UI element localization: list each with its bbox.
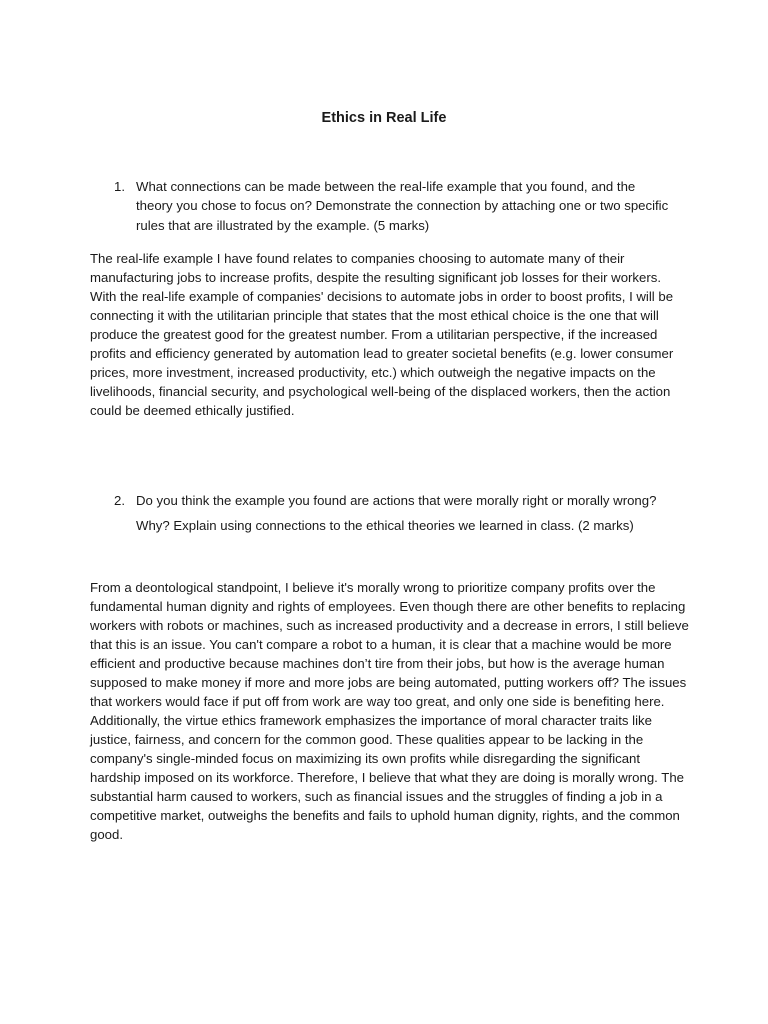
question-1 bbox=[114, 177, 674, 235]
document-title: Ethics in Real Life bbox=[321, 110, 447, 126]
question-2 bbox=[114, 488, 674, 538]
answer-1-paragraph: The real-life example I have found relates to companies choosing to automate many of their manufacturing jobs to increase profits, despite the resulting significant job losses for their workers. With the real-life example of companies' decisions to automate jobs in order to boost profits, I will be connecting it with the utilitarian principle that states that the most ethical choice is the one that will produce the greatest good for the greatest number. From a utilitarian perspective, if the increased profits and efficiency generated by automation lead to greater societal benefits (e.g. lower consumer prices, more investment, increased productivity, etc.) which outweigh the negative impacts on the livelihoods, financial security, and psychological well-being of the displaced workers, then the action could be deemed ethically justified. bbox=[90, 251, 674, 418]
question-2-text: Do you think the example you found are actions that were morally right or morally wrong? Why? Explain using connections to the ethical theories we learned in class. (2 marks) bbox=[136, 493, 657, 533]
question-1-text: What connections can be made between the real-life example that you found, and the theory you chose to focus on? Demonstrate the connection by attaching one or two specific rules that are illustrated by the example. (5 marks) bbox=[136, 179, 669, 233]
question-1-number: 1. bbox=[114, 179, 125, 194]
question-2-number: 2. bbox=[114, 493, 125, 508]
answer-2-paragraph: From a deontological standpoint, I believe it's morally wrong to prioritize company profits over the fundamental human dignity and rights of employees. Even though there are other benefits to replacing workers with robots or machines, such as increased productivity and a decrease in errors, I still believe that this is an issue. You can't compare a robot to a human, it is clear that a machine would be more efficient and productive because machines don’t tire from their jobs, but how is the average human supposed to make money if more and more jobs are being automated, putting workers off? The issues that workers would face if put off from work are way too great, and only one side is benefiting here. Additionally, the virtue ethics framework emphasizes the importance of moral character traits like justice, fairness, and concern for the common good. These qualities appear to be lacking in the company's single-minded focus on maximizing its own profits while disregarding the significant hardship imposed on its workforce. Therefore, I believe that what they are doing is morally wrong. The substantial harm caused to workers, such as financial issues and the struggles of finding a job in a competitive market, outweighs the benefits and fails to uphold human dignity, rights, and the common good. bbox=[90, 580, 689, 842]
